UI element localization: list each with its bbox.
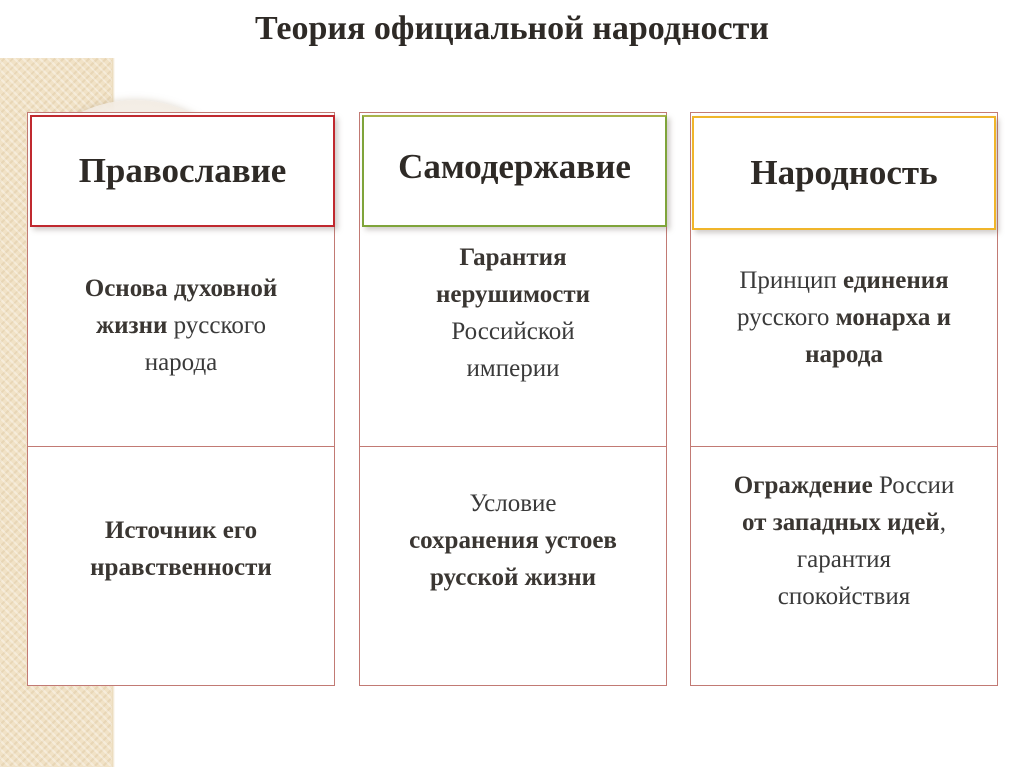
cell-text: русского <box>167 312 266 339</box>
column-header-label: Православие <box>78 151 287 190</box>
cell-text: России <box>872 472 955 499</box>
row-divider <box>27 446 335 447</box>
column-header-autocracy <box>362 115 667 227</box>
cell-text: от западных идей <box>742 509 940 536</box>
cell-text: русской жизни <box>429 564 597 591</box>
slide-title: Теория официальной народности <box>255 10 769 47</box>
cell-text: империи <box>466 355 560 382</box>
cell-orthodoxy-top <box>37 270 325 381</box>
cell-text: гарантия <box>796 546 892 573</box>
column-autocracy <box>359 112 667 686</box>
column-header-nationality <box>692 116 996 230</box>
cell-orthodoxy-bottom <box>37 512 325 586</box>
row-divider <box>359 446 667 447</box>
cell-text: жизни <box>95 312 168 339</box>
cell-text: русского <box>737 304 836 331</box>
cell-text: Условие <box>469 490 557 517</box>
column-orthodoxy <box>27 112 335 686</box>
cell-autocracy-top <box>369 239 657 387</box>
cell-text: , <box>939 509 946 536</box>
cell-nationality-top <box>700 262 988 373</box>
row-divider <box>690 446 998 447</box>
cell-text: народа <box>805 341 883 368</box>
cell-text: Источник его <box>104 517 258 544</box>
column-header-label: Народность <box>750 153 938 192</box>
cell-text: единения <box>843 267 949 294</box>
cell-nationality-bottom <box>700 467 988 615</box>
cell-text: Принцип <box>739 267 844 294</box>
cell-text: народа <box>144 349 218 376</box>
column-header-orthodoxy <box>30 115 335 227</box>
cell-text: Ограждение <box>733 472 873 499</box>
cell-text: нравственности <box>90 554 272 581</box>
cell-autocracy-bottom <box>369 485 657 596</box>
cell-text: Российской <box>451 318 575 345</box>
cell-text: сохранения устоев <box>409 527 617 554</box>
cell-text: спокойствия <box>777 583 911 610</box>
cell-text: нерушимости <box>435 281 591 308</box>
cell-text: Гарантия <box>459 244 567 271</box>
column-nationality <box>690 112 998 686</box>
cell-text: монарха и <box>835 304 951 331</box>
column-header-label: Самодержавие <box>398 147 631 186</box>
cell-text: Основа духовной <box>84 275 278 302</box>
